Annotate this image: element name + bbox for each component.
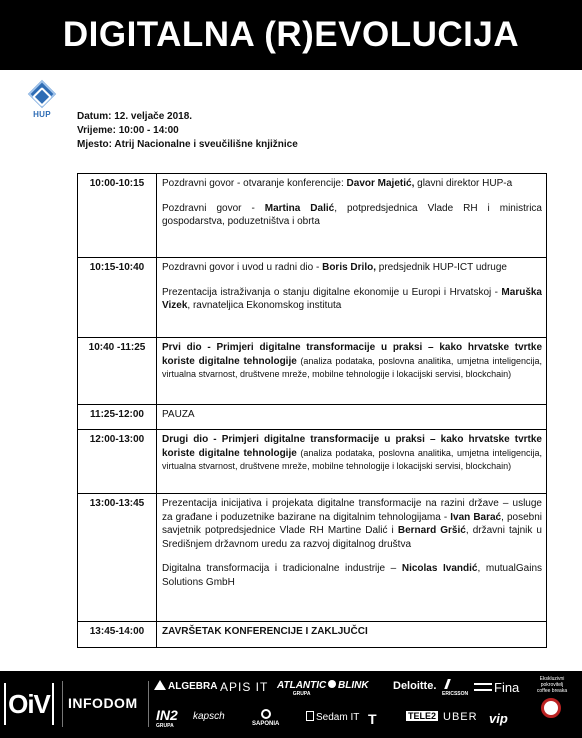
sedamit-text: Sedam IT — [316, 712, 360, 723]
text: Pozdravni govor - otvaranje konferencije: — [162, 178, 347, 189]
fina-logo — [474, 680, 519, 695]
slot-description — [157, 430, 547, 494]
atlantic-sub: GRUPA — [292, 691, 311, 697]
infodom-logo: INFODOM — [68, 695, 138, 711]
event-time: Vrijeme: 10:00 - 14:00 — [77, 125, 179, 136]
event-date: Datum: 12. veljače 2018. — [77, 111, 193, 122]
speaker: Bernard Gršić — [397, 525, 466, 536]
apis-logo: APIS IT — [220, 680, 269, 694]
coffee-break-note: Ekskluzivni pokrovitelj coffee breaka — [536, 676, 568, 694]
atlantic-text: ATLANTIC — [277, 680, 327, 691]
slot-description — [157, 338, 547, 405]
slot-time: 11:25-12:00 — [78, 405, 157, 430]
slot-item — [162, 177, 542, 191]
text: , potpredsjednica Vlade RH i ministrica gospodarstva, poduzetništva i obrta — [162, 202, 542, 227]
slot-item — [162, 202, 542, 229]
text: predsjednik HUP-ICT udruge — [376, 262, 507, 273]
slot-description — [157, 494, 547, 622]
speaker: Martina Dalić — [264, 202, 335, 214]
slot-item — [162, 261, 542, 275]
text: , državni tajnik u Središnjem državnom uredu za razvoj digitalnog društva — [162, 525, 542, 550]
algebra-icon — [154, 680, 166, 690]
text: Pozdravni govor - — [162, 202, 265, 214]
sedamit-icon — [306, 711, 314, 721]
divider — [148, 681, 149, 727]
text: Prezentacija istraživanja o stanju digitalne ekonomije u Europi i Hrvatskoj - — [162, 286, 502, 298]
in2-logo — [156, 707, 178, 729]
saponia-text: SAPONIA — [252, 721, 280, 727]
sponsor-footer — [0, 671, 582, 738]
blink-icon — [328, 680, 336, 688]
text: Pozdravni govor i uvod u radni dio - — [162, 262, 323, 273]
slot-time: 12:00-13:00 — [78, 430, 157, 494]
in2-sub: GRUPA — [156, 723, 174, 729]
speaker: Ivan Barać — [450, 511, 502, 523]
kapsch-logo: kapsch — [193, 711, 225, 722]
text: Digitalna transformacija i tradicionalne industrije – — [162, 563, 402, 574]
hup-logo — [28, 84, 56, 119]
vip-logo: vip — [489, 711, 508, 726]
schedule-row — [78, 338, 547, 405]
speaker: Maruška Vizek — [162, 286, 542, 311]
event-meta — [77, 110, 298, 152]
schedule-row — [78, 622, 547, 648]
saponia-icon — [261, 709, 271, 719]
text: , ravnateljica Ekonomskog instituta — [187, 300, 342, 311]
schedule-row — [78, 494, 547, 622]
blink-text: BLINK — [338, 680, 369, 691]
ericsson-logo — [442, 691, 468, 697]
divider — [62, 681, 63, 727]
speaker: Nicolas Ivandić — [401, 563, 478, 574]
text: , posebni savjetnik potpredsjednice Vlade RH Martine Dalić i — [162, 511, 542, 536]
coffee-sponsor-logo — [541, 698, 561, 718]
slot-description: ZAVRŠETAK KONFERENCIJE I ZAKLJUČCI — [157, 622, 547, 648]
ericsson-text: ERICSSON — [442, 691, 469, 697]
in2-text: IN2 — [156, 707, 178, 723]
hup-logo-icon — [28, 80, 56, 108]
slot-description — [157, 174, 547, 258]
text: Prezentacija inicijativa i projekata digitalne transformacije na razini države – usluge za građane i poduzetnike bazirane na digitalnim tehnologijama - — [162, 498, 542, 523]
slot-item — [162, 286, 542, 313]
page-banner: DIGITALNA (R)EVOLUCIJA — [0, 0, 582, 70]
slot-time: 10:40 -11:25 — [78, 338, 157, 405]
slot-time: 10:00-10:15 — [78, 174, 157, 258]
schedule-row — [78, 258, 547, 338]
fina-icon — [474, 683, 492, 691]
schedule-row — [78, 174, 547, 258]
session-title: Drugi dio - Primjeri digitalne transformacije u praksi – kako hrvatske tvrtke koriste digitalne tehnologije — [162, 434, 542, 459]
ericsson-icon — [444, 679, 458, 689]
text: glavni direktor HUP-a — [414, 178, 513, 189]
algebra-logo — [154, 680, 217, 692]
speaker: Davor Majetić, — [346, 178, 415, 189]
deloitte-logo: Deloitte. — [393, 680, 437, 692]
session-topics: (analiza podataka, poslovna analitika, umjetna inteligencija, virtualna stvarnost, društvene mreže, mobilne tehnologije i lokacijski servisi, blockchain) — [162, 355, 542, 379]
schedule-row — [78, 405, 547, 430]
tele2-logo: TELE2 — [408, 711, 437, 721]
telekom-logo: T — [368, 711, 377, 727]
slot-description — [157, 258, 547, 338]
session-topics: (analiza podataka, poslovna analitika, umjetna inteligencija, virtualna stvarnost, društvene mreže, mobilne tehnologije i lokacijski servisi, blockchain) — [162, 447, 542, 471]
hup-logo-text: HUP — [33, 110, 51, 119]
session-title: Prvi dio - Primjeri digitalne transformacije u praksi – kako hrvatske tvrtke koriste digitalne tehnologije — [162, 342, 542, 367]
sedamit-logo — [306, 711, 359, 723]
speaker: Boris Drilo, — [322, 262, 376, 273]
uber-logo: UBER — [443, 711, 478, 723]
slot-time: 10:15-10:40 — [78, 258, 157, 338]
slot-time: 13:45-14:00 — [78, 622, 157, 648]
text: , mutualGains Solutions GmbH — [162, 563, 543, 588]
blink-logo — [328, 680, 369, 691]
slot-description: PAUZA — [157, 405, 547, 430]
algebra-text: ALGEBRA — [168, 681, 218, 692]
slot-item — [162, 497, 542, 551]
atlantic-logo — [277, 680, 326, 697]
event-place: Mjesto: Atrij Nacionalne i sveučilišne knjižnice — [77, 139, 298, 150]
schedule-row — [78, 430, 547, 494]
fina-text: Fina — [494, 680, 520, 695]
saponia-logo — [252, 709, 279, 727]
slot-item — [162, 562, 542, 589]
oiv-logo: OiV — [4, 683, 54, 725]
slot-time: 13:00-13:45 — [78, 494, 157, 622]
schedule-table — [77, 173, 547, 648]
